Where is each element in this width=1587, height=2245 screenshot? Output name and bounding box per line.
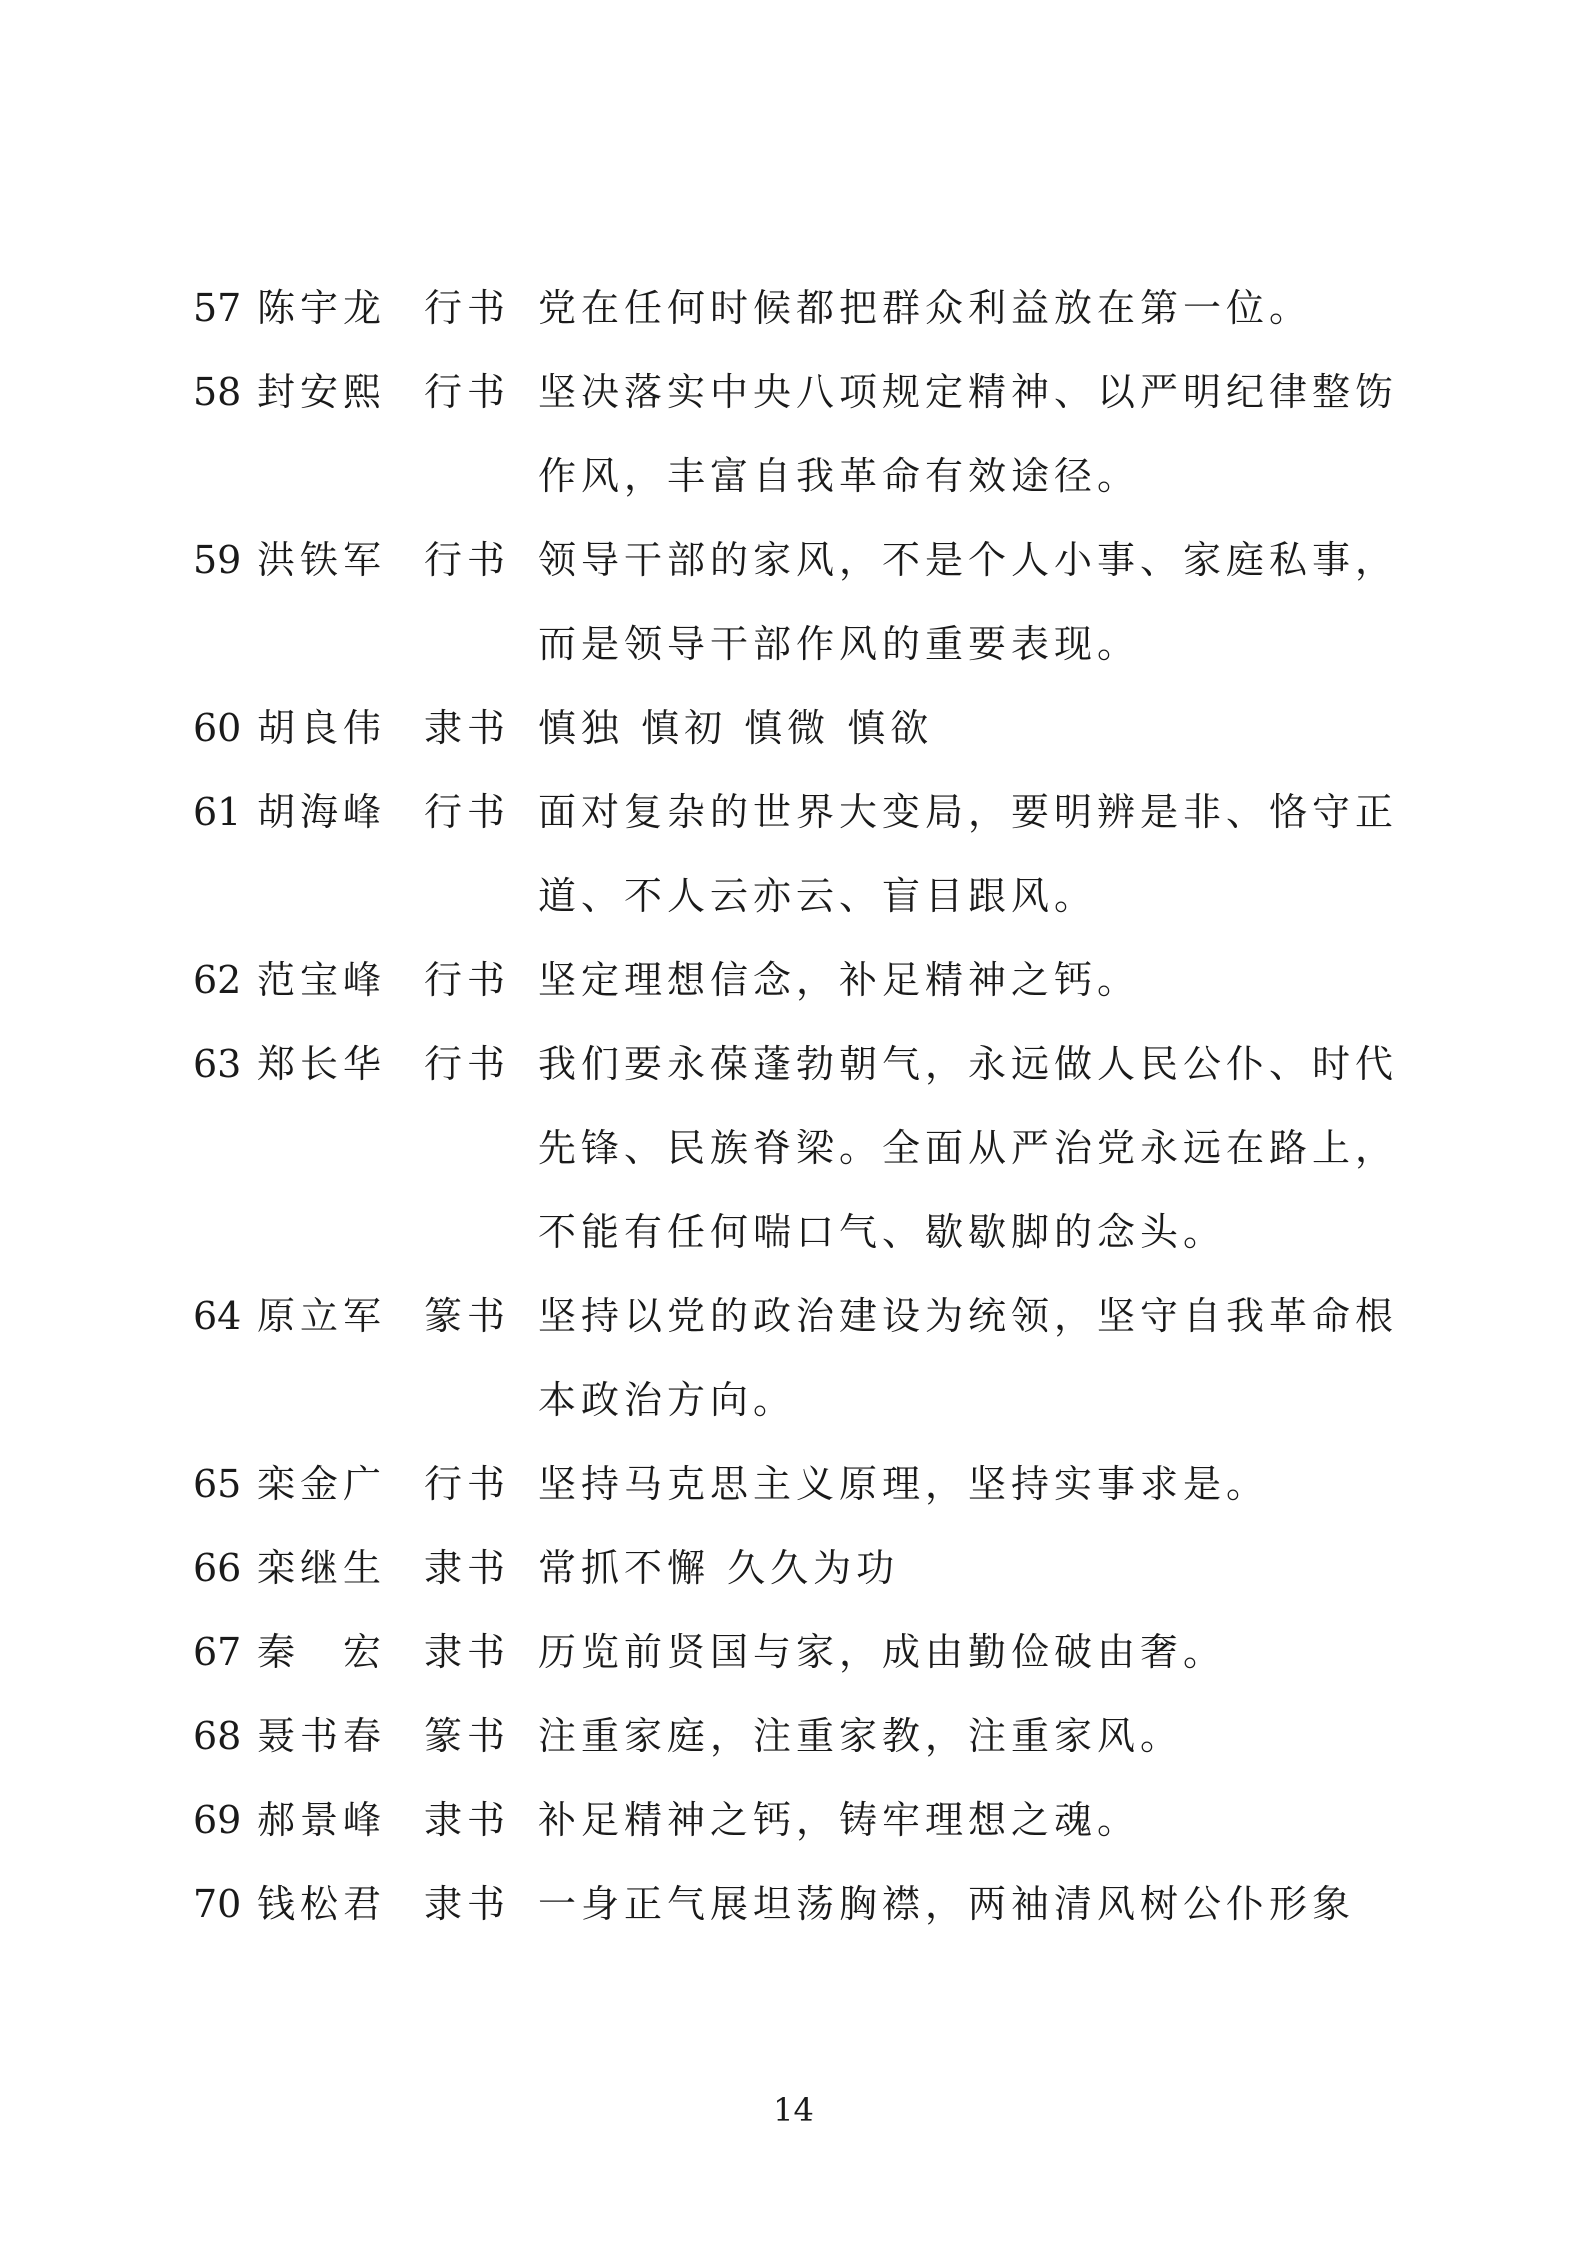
calligraphy-style: 行书 bbox=[424, 370, 511, 414]
author-name: 栾金广 bbox=[257, 1462, 387, 1506]
quote-line: 坚定理想信念，补足精神之钙。 bbox=[538, 958, 1141, 1002]
author-name: 秦 宏 bbox=[257, 1630, 387, 1674]
entry-number: 65 bbox=[193, 1462, 242, 1506]
entry-number: 64 bbox=[193, 1294, 242, 1338]
author-name: 郑长华 bbox=[257, 1042, 387, 1086]
quote-line: 慎独 慎初 慎微 慎欲 bbox=[538, 706, 934, 750]
quote-line: 坚决落实中央八项规定精神、以严明纪律整饬 bbox=[538, 370, 1399, 414]
author-name: 栾继生 bbox=[257, 1546, 387, 1590]
entry-number: 59 bbox=[193, 538, 242, 582]
calligraphy-style: 行书 bbox=[424, 286, 511, 330]
quote-line: 补足精神之钙，铸牢理想之魂。 bbox=[538, 1798, 1141, 1842]
calligraphy-style: 隶书 bbox=[424, 1882, 511, 1926]
calligraphy-style: 行书 bbox=[424, 1462, 511, 1506]
quote-line: 面对复杂的世界大变局，要明辨是非、恪守正 bbox=[538, 790, 1399, 834]
calligraphy-style: 隶书 bbox=[424, 1630, 511, 1674]
calligraphy-style: 隶书 bbox=[424, 1798, 511, 1842]
calligraphy-style: 隶书 bbox=[424, 706, 511, 750]
author-name: 胡良伟 bbox=[257, 706, 387, 750]
quote-line: 历览前贤国与家，成由勤俭破由奢。 bbox=[538, 1630, 1227, 1674]
author-name: 聂书春 bbox=[257, 1714, 387, 1758]
quote-line: 一身正气展坦荡胸襟，两袖清风树公仆形象 bbox=[538, 1882, 1356, 1926]
entry-number: 62 bbox=[193, 958, 242, 1002]
entry-number: 67 bbox=[193, 1630, 242, 1674]
calligraphy-style: 隶书 bbox=[424, 1546, 511, 1590]
calligraphy-style: 行书 bbox=[424, 790, 511, 834]
quote-line: 不能有任何喘口气、歇歇脚的念头。 bbox=[538, 1210, 1227, 1254]
quote-line: 坚持马克思主义原理，坚持实事求是。 bbox=[538, 1462, 1270, 1506]
author-name: 原立军 bbox=[257, 1294, 387, 1338]
author-name: 钱松君 bbox=[257, 1882, 387, 1926]
author-name: 陈宇龙 bbox=[257, 286, 387, 330]
entry-number: 68 bbox=[193, 1714, 242, 1758]
quote-line: 作风，丰富自我革命有效途径。 bbox=[538, 454, 1141, 498]
quote-line: 本政治方向。 bbox=[538, 1378, 797, 1422]
author-name: 范宝峰 bbox=[257, 958, 387, 1002]
quote-line: 而是领导干部作风的重要表现。 bbox=[538, 622, 1141, 666]
entry-number: 57 bbox=[193, 286, 242, 330]
entry-number: 63 bbox=[193, 1042, 242, 1086]
calligraphy-style: 行书 bbox=[424, 538, 511, 582]
entry-number: 70 bbox=[193, 1882, 242, 1926]
quote-line: 党在任何时候都把群众利益放在第一位。 bbox=[538, 286, 1313, 330]
quote-line: 常抓不懈 久久为功 bbox=[538, 1546, 900, 1590]
quote-line: 我们要永葆蓬勃朝气，永远做人民公仆、时代 bbox=[538, 1042, 1399, 1086]
entry-number: 58 bbox=[193, 370, 242, 414]
entry-number: 69 bbox=[193, 1798, 242, 1842]
author-name: 郝景峰 bbox=[257, 1798, 387, 1842]
quote-line: 坚持以党的政治建设为统领，坚守自我革命根 bbox=[538, 1294, 1399, 1338]
calligraphy-style: 行书 bbox=[424, 958, 511, 1002]
calligraphy-style: 篆书 bbox=[424, 1714, 511, 1758]
quote-line: 先锋、民族脊梁。全面从严治党永远在路上， bbox=[538, 1126, 1399, 1170]
entry-number: 66 bbox=[193, 1546, 242, 1590]
calligraphy-style: 篆书 bbox=[424, 1294, 511, 1338]
author-name: 封安熙 bbox=[257, 370, 387, 414]
quote-line: 道、不人云亦云、盲目跟风。 bbox=[538, 874, 1098, 918]
entry-number: 60 bbox=[193, 706, 242, 750]
quote-line: 领导干部的家风，不是个人小事、家庭私事， bbox=[538, 538, 1399, 582]
calligraphy-style: 行书 bbox=[424, 1042, 511, 1086]
page-number: 14 bbox=[773, 2091, 814, 2129]
author-name: 胡海峰 bbox=[257, 790, 387, 834]
author-name: 洪铁军 bbox=[257, 538, 387, 582]
quote-line: 注重家庭，注重家教，注重家风。 bbox=[538, 1714, 1184, 1758]
entry-number: 61 bbox=[193, 790, 242, 834]
